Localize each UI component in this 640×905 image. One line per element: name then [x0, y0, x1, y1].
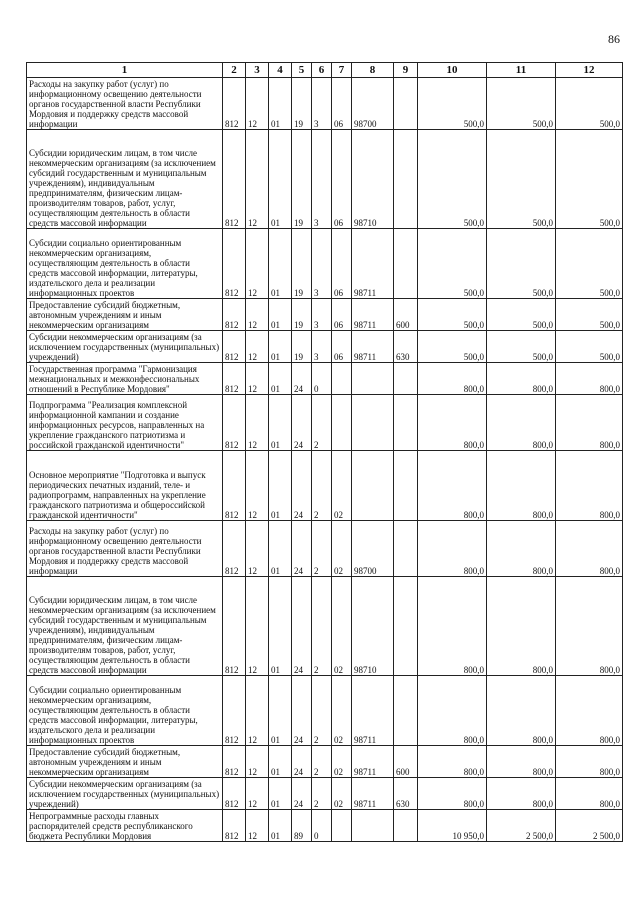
amount-12-cell: 800,0: [556, 451, 623, 521]
code-9-cell: [394, 676, 418, 746]
code-5-cell: 24: [292, 395, 312, 451]
amount-11-cell: 800,0: [487, 676, 556, 746]
code-8-cell: [352, 451, 394, 521]
code-8-cell: 98711: [352, 778, 394, 810]
code-8-cell: 98700: [352, 78, 394, 130]
code-5-cell: 19: [292, 130, 312, 229]
code-5-cell: 19: [292, 299, 312, 331]
budget-table: [26, 62, 623, 842]
code-3-cell: 12: [246, 78, 269, 130]
code-3-cell: 12: [246, 810, 269, 842]
amount-12-cell: 800,0: [556, 395, 623, 451]
code-2-cell: 812: [223, 395, 246, 451]
table-row: [27, 363, 623, 395]
amount-10-cell: 800,0: [418, 451, 487, 521]
column-header-8: 8: [352, 63, 394, 78]
code-9-cell: [394, 395, 418, 451]
description-cell: Субсидии социально ориентированным некоммерческим организациям, осуществляющим деятельность в области средств массовой информации, литературы, издательского дела и реализации информационных проектов: [27, 229, 223, 299]
code-7-cell: 06: [332, 78, 352, 130]
code-3-cell: 12: [246, 746, 269, 778]
code-6-cell: 3: [312, 78, 332, 130]
amount-12-cell: 800,0: [556, 778, 623, 810]
code-4-cell: 01: [269, 229, 292, 299]
amount-11-cell: 500,0: [487, 299, 556, 331]
code-2-cell: 812: [223, 746, 246, 778]
amount-10-cell: 500,0: [418, 78, 487, 130]
code-2-cell: 812: [223, 521, 246, 577]
code-6-cell: 2: [312, 577, 332, 676]
amount-11-cell: 500,0: [487, 331, 556, 363]
code-3-cell: 12: [246, 299, 269, 331]
code-6-cell: 2: [312, 395, 332, 451]
code-7-cell: 02: [332, 451, 352, 521]
code-4-cell: 01: [269, 577, 292, 676]
code-9-cell: [394, 130, 418, 229]
amount-10-cell: 800,0: [418, 778, 487, 810]
code-5-cell: 24: [292, 451, 312, 521]
amount-11-cell: 2 500,0: [487, 810, 556, 842]
code-9-cell: [394, 229, 418, 299]
amount-11-cell: 500,0: [487, 229, 556, 299]
amount-11-cell: 800,0: [487, 521, 556, 577]
description-cell: Расходы на закупку работ (услуг) по информационному освещению деятельности органов государственной власти Республики Мордовия и поддержку средств массовой информации: [27, 78, 223, 130]
table-row: [27, 778, 623, 810]
code-9-cell: 630: [394, 331, 418, 363]
amount-11-cell: 800,0: [487, 778, 556, 810]
code-5-cell: 24: [292, 676, 312, 746]
amount-10-cell: 800,0: [418, 521, 487, 577]
code-8-cell: 98700: [352, 521, 394, 577]
code-5-cell: 24: [292, 521, 312, 577]
code-9-cell: [394, 521, 418, 577]
code-3-cell: 12: [246, 451, 269, 521]
code-7-cell: 06: [332, 229, 352, 299]
code-7-cell: [332, 395, 352, 451]
amount-12-cell: 2 500,0: [556, 810, 623, 842]
description-cell: Расходы на закупку работ (услуг) по информационному освещению деятельности органов государственной власти Республики Мордовия и поддержку средств массовой информации: [27, 521, 223, 577]
code-2-cell: 812: [223, 778, 246, 810]
amount-10-cell: 500,0: [418, 130, 487, 229]
code-4-cell: 01: [269, 451, 292, 521]
code-9-cell: [394, 78, 418, 130]
amount-11-cell: 800,0: [487, 746, 556, 778]
code-9-cell: 600: [394, 299, 418, 331]
code-7-cell: 02: [332, 746, 352, 778]
code-8-cell: [352, 395, 394, 451]
code-4-cell: 01: [269, 363, 292, 395]
page-number: 86: [608, 32, 620, 46]
column-header-5: 5: [292, 63, 312, 78]
description-cell: Подпрограмма "Реализация комплексной информационной кампании и создание информационных ресурсов, направленных на укрепление гражданского патриотизма и российской гражданской идентичности": [27, 395, 223, 451]
amount-10-cell: 500,0: [418, 299, 487, 331]
code-4-cell: 01: [269, 676, 292, 746]
code-6-cell: 0: [312, 810, 332, 842]
code-4-cell: 01: [269, 130, 292, 229]
column-header-6: 6: [312, 63, 332, 78]
code-4-cell: 01: [269, 299, 292, 331]
code-2-cell: 812: [223, 363, 246, 395]
amount-11-cell: 800,0: [487, 451, 556, 521]
code-5-cell: 24: [292, 363, 312, 395]
code-9-cell: [394, 451, 418, 521]
code-2-cell: 812: [223, 676, 246, 746]
amount-12-cell: 800,0: [556, 521, 623, 577]
code-2-cell: 812: [223, 451, 246, 521]
code-6-cell: 3: [312, 331, 332, 363]
column-header-1: 1: [27, 63, 223, 78]
amount-12-cell: 800,0: [556, 577, 623, 676]
amount-10-cell: 800,0: [418, 395, 487, 451]
description-cell: Предоставление субсидий бюджетным, автономным учреждениям и иным некоммерческим организациям: [27, 746, 223, 778]
code-3-cell: 12: [246, 229, 269, 299]
amount-12-cell: 500,0: [556, 130, 623, 229]
code-2-cell: 812: [223, 229, 246, 299]
code-9-cell: [394, 363, 418, 395]
amount-10-cell: 800,0: [418, 363, 487, 395]
code-7-cell: 02: [332, 521, 352, 577]
code-2-cell: 812: [223, 810, 246, 842]
description-cell: Субсидии юридическим лицам, в том числе некоммерческим организациям (за исключением субсидий государственным и муниципальным учреждениям), индивидуальным предпринимателям, физическим лицам- производителям товаров, работ, услуг, осуществляющим деятельность в области средств массовой информации: [27, 130, 223, 229]
amount-12-cell: 800,0: [556, 746, 623, 778]
code-8-cell: 98710: [352, 577, 394, 676]
code-7-cell: 02: [332, 676, 352, 746]
code-5-cell: 24: [292, 577, 312, 676]
amount-11-cell: 500,0: [487, 78, 556, 130]
code-9-cell: 600: [394, 746, 418, 778]
description-cell: Непрограммные расходы главных распорядителей средств республиканского бюджета Республики Мордовия: [27, 810, 223, 842]
code-7-cell: 02: [332, 778, 352, 810]
amount-10-cell: 500,0: [418, 229, 487, 299]
code-6-cell: 2: [312, 746, 332, 778]
table-row: [27, 395, 623, 451]
code-4-cell: 01: [269, 78, 292, 130]
code-3-cell: 12: [246, 363, 269, 395]
code-2-cell: 812: [223, 130, 246, 229]
table-row: [27, 331, 623, 363]
table-row: [27, 451, 623, 521]
code-8-cell: 98711: [352, 331, 394, 363]
code-4-cell: 01: [269, 746, 292, 778]
code-5-cell: 19: [292, 78, 312, 130]
amount-12-cell: 500,0: [556, 229, 623, 299]
code-7-cell: 02: [332, 577, 352, 676]
code-2-cell: 812: [223, 577, 246, 676]
amount-11-cell: 800,0: [487, 577, 556, 676]
code-9-cell: [394, 810, 418, 842]
code-8-cell: 98711: [352, 229, 394, 299]
code-6-cell: 2: [312, 521, 332, 577]
column-header-2: 2: [223, 63, 246, 78]
table-row: [27, 676, 623, 746]
amount-12-cell: 800,0: [556, 676, 623, 746]
header-row: [27, 63, 623, 78]
code-6-cell: 3: [312, 299, 332, 331]
code-6-cell: 2: [312, 778, 332, 810]
amount-12-cell: 500,0: [556, 299, 623, 331]
description-cell: Субсидии социально ориентированным некоммерческим организациям, осуществляющим деятельность в области средств массовой информации, литературы, издательского дела и реализации информационных проектов: [27, 676, 223, 746]
table-body: [27, 78, 623, 842]
column-header-9: 9: [394, 63, 418, 78]
code-2-cell: 812: [223, 299, 246, 331]
column-header-10: 10: [418, 63, 487, 78]
code-8-cell: 98710: [352, 130, 394, 229]
code-8-cell: 98711: [352, 746, 394, 778]
code-4-cell: 01: [269, 395, 292, 451]
code-5-cell: 24: [292, 778, 312, 810]
amount-11-cell: 500,0: [487, 130, 556, 229]
table-row: [27, 746, 623, 778]
table-row: [27, 229, 623, 299]
code-4-cell: 01: [269, 810, 292, 842]
amount-10-cell: 500,0: [418, 331, 487, 363]
column-header-4: 4: [269, 63, 292, 78]
code-6-cell: 2: [312, 676, 332, 746]
code-6-cell: 0: [312, 363, 332, 395]
description-cell: Субсидии юридическим лицам, в том числе некоммерческим организациям (за исключением субсидий государственным и муниципальным учреждениям), индивидуальным предпринимателям, физическим лицам- производителям товаров, работ, услуг, осуществляющим деятельность в области средств массовой информации: [27, 577, 223, 676]
code-4-cell: 01: [269, 331, 292, 363]
code-7-cell: 06: [332, 331, 352, 363]
table-row: [27, 810, 623, 842]
description-cell: Субсидии некоммерческим организациям (за исключением государственных (муниципальных) учреждений): [27, 778, 223, 810]
code-7-cell: [332, 810, 352, 842]
amount-11-cell: 800,0: [487, 363, 556, 395]
table-row: [27, 78, 623, 130]
code-2-cell: 812: [223, 78, 246, 130]
description-cell: Субсидии некоммерческим организациям (за исключением государственных (муниципальных) учреждений): [27, 331, 223, 363]
table-row: [27, 577, 623, 676]
code-7-cell: 06: [332, 130, 352, 229]
code-8-cell: 98711: [352, 676, 394, 746]
code-3-cell: 12: [246, 331, 269, 363]
description-cell: Предоставление субсидий бюджетным, автономным учреждениям и иным некоммерческим организациям: [27, 299, 223, 331]
code-3-cell: 12: [246, 521, 269, 577]
column-header-11: 11: [487, 63, 556, 78]
code-9-cell: 630: [394, 778, 418, 810]
code-8-cell: [352, 363, 394, 395]
amount-12-cell: 500,0: [556, 78, 623, 130]
code-8-cell: [352, 810, 394, 842]
code-7-cell: [332, 363, 352, 395]
code-7-cell: 06: [332, 299, 352, 331]
code-4-cell: 01: [269, 778, 292, 810]
code-3-cell: 12: [246, 130, 269, 229]
code-5-cell: 19: [292, 331, 312, 363]
amount-11-cell: 800,0: [487, 395, 556, 451]
code-3-cell: 12: [246, 778, 269, 810]
code-5-cell: 19: [292, 229, 312, 299]
code-4-cell: 01: [269, 521, 292, 577]
amount-12-cell: 800,0: [556, 363, 623, 395]
code-9-cell: [394, 577, 418, 676]
code-6-cell: 3: [312, 229, 332, 299]
amount-10-cell: 800,0: [418, 746, 487, 778]
amount-10-cell: 800,0: [418, 676, 487, 746]
table-row: [27, 299, 623, 331]
code-5-cell: 24: [292, 746, 312, 778]
table-row: [27, 521, 623, 577]
column-header-12: 12: [556, 63, 623, 78]
code-3-cell: 12: [246, 577, 269, 676]
description-cell: Основное мероприятие "Подготовка и выпуск периодических печатных изданий, теле- и радиопрограмм, направленных на укрепление гражданского патриотизма и общероссийской гражданской идентичности": [27, 451, 223, 521]
code-6-cell: 2: [312, 451, 332, 521]
code-3-cell: 12: [246, 395, 269, 451]
code-8-cell: 98711: [352, 299, 394, 331]
code-2-cell: 812: [223, 331, 246, 363]
amount-10-cell: 10 950,0: [418, 810, 487, 842]
code-6-cell: 3: [312, 130, 332, 229]
code-3-cell: 12: [246, 676, 269, 746]
amount-10-cell: 800,0: [418, 577, 487, 676]
column-header-3: 3: [246, 63, 269, 78]
description-cell: Государственная программа "Гармонизация межнациональных и межконфессиональных отношений в Республике Мордовия": [27, 363, 223, 395]
table-row: [27, 130, 623, 229]
amount-12-cell: 500,0: [556, 331, 623, 363]
code-5-cell: 89: [292, 810, 312, 842]
column-header-7: 7: [332, 63, 352, 78]
